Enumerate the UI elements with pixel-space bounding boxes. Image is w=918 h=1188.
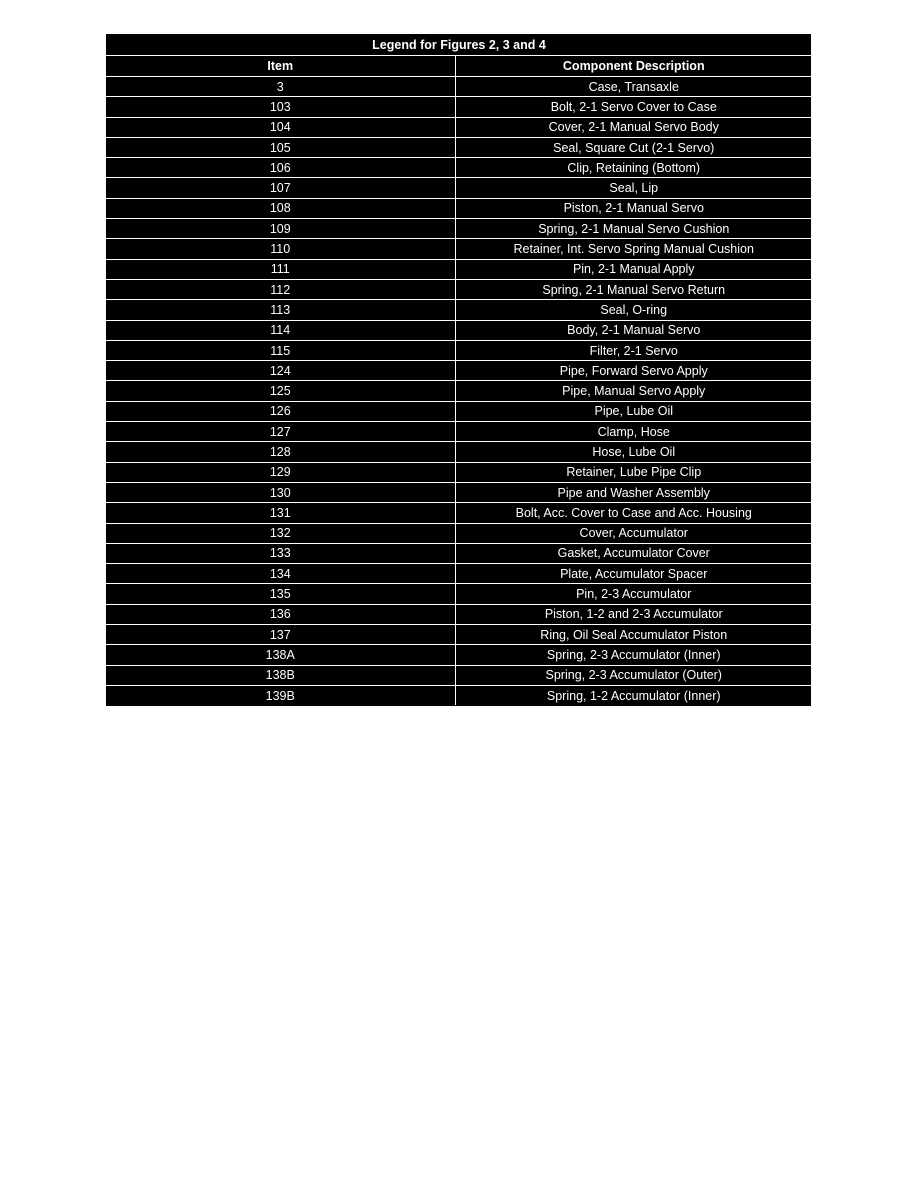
component-description: Pipe and Washer Assembly (455, 482, 812, 502)
component-description: Cover, Accumulator (455, 523, 812, 543)
component-description: Spring, 2-3 Accumulator (Outer) (455, 665, 812, 685)
item-number: 133 (106, 543, 455, 563)
item-number: 131 (106, 503, 455, 523)
item-column-header: Item (106, 56, 455, 77)
table-row (106, 178, 812, 198)
table-row (106, 77, 812, 97)
component-description: Retainer, Int. Servo Spring Manual Cushion (455, 239, 812, 259)
component-description: Pipe, Lube Oil (455, 401, 812, 421)
table-row (106, 361, 812, 381)
item-number: 124 (106, 361, 455, 381)
table-row (106, 564, 812, 584)
item-number: 106 (106, 158, 455, 178)
table-row (106, 503, 812, 523)
item-number: 112 (106, 279, 455, 299)
table-row (106, 645, 812, 665)
item-number: 137 (106, 625, 455, 645)
component-description: Spring, 2-1 Manual Servo Cushion (455, 219, 812, 239)
legend-table (106, 34, 812, 705)
table-row (106, 462, 812, 482)
item-number: 128 (106, 442, 455, 462)
item-number: 105 (106, 137, 455, 157)
table-row (106, 482, 812, 502)
component-description: Seal, Lip (455, 178, 812, 198)
column-header-row (106, 56, 812, 77)
item-number: 110 (106, 239, 455, 259)
table-row (106, 442, 812, 462)
component-description: Body, 2-1 Manual Servo (455, 320, 812, 340)
item-number: 127 (106, 422, 455, 442)
table-row (106, 401, 812, 421)
item-number: 138A (106, 645, 455, 665)
table-row (106, 685, 812, 705)
legend-title-row (106, 34, 812, 56)
item-number: 135 (106, 584, 455, 604)
item-number: 109 (106, 219, 455, 239)
legend-body (106, 77, 812, 706)
component-description: Spring, 2-3 Accumulator (Inner) (455, 645, 812, 665)
table-row (106, 584, 812, 604)
table-row (106, 239, 812, 259)
table-row (106, 665, 812, 685)
component-description: Spring, 2-1 Manual Servo Return (455, 279, 812, 299)
component-description: Clamp, Hose (455, 422, 812, 442)
component-description: Bolt, 2-1 Servo Cover to Case (455, 97, 812, 117)
table-row (106, 117, 812, 137)
item-number: 113 (106, 300, 455, 320)
component-description: Filter, 2-1 Servo (455, 340, 812, 360)
component-description: Clip, Retaining (Bottom) (455, 158, 812, 178)
table-row (106, 381, 812, 401)
component-description: Pipe, Manual Servo Apply (455, 381, 812, 401)
item-number: 104 (106, 117, 455, 137)
table-row (106, 543, 812, 563)
component-description: Cover, 2-1 Manual Servo Body (455, 117, 812, 137)
component-description: Spring, 1-2 Accumulator (Inner) (546, 688, 721, 703)
component-description: Pin, 2-1 Manual Apply (455, 259, 812, 279)
component-description: Pipe, Forward Servo Apply (455, 361, 812, 381)
table-row (106, 219, 812, 239)
item-number: 111 (106, 259, 455, 279)
table-row (106, 279, 812, 299)
component-description: Seal, O-ring (455, 300, 812, 320)
table-row (106, 625, 812, 645)
item-number: 125 (106, 381, 455, 401)
table-row (106, 97, 812, 117)
legend-title: Legend for Figures 2, 3 and 4 (106, 34, 812, 56)
item-number: 134 (106, 564, 455, 584)
item-number: 139B (106, 685, 455, 705)
component-description: Ring, Oil Seal Accumulator Piston (455, 625, 812, 645)
item-number: 130 (106, 482, 455, 502)
item-number: 126 (106, 401, 455, 421)
table-row (106, 259, 812, 279)
table-row (106, 604, 812, 624)
table-row (106, 523, 812, 543)
item-number: 132 (106, 523, 455, 543)
item-number: 103 (106, 97, 455, 117)
table-row (106, 198, 812, 218)
table-row (106, 137, 812, 157)
component-description: Gasket, Accumulator Cover (455, 543, 812, 563)
component-description: Hose, Lube Oil (455, 442, 812, 462)
component-description: Bolt, Acc. Cover to Case and Acc. Housing (455, 503, 812, 523)
legend-table-frame (105, 33, 812, 707)
item-number: 108 (106, 198, 455, 218)
component-description: Seal, Square Cut (2-1 Servo) (455, 137, 812, 157)
component-description: Piston, 1-2 and 2-3 Accumulator (455, 604, 812, 624)
component-description: Pin, 2-3 Accumulator (455, 584, 812, 604)
item-number: 107 (106, 178, 455, 198)
item-number: 138B (106, 665, 455, 685)
item-number: 115 (106, 340, 455, 360)
item-number: 136 (106, 604, 455, 624)
item-number: 114 (106, 320, 455, 340)
table-row (106, 158, 812, 178)
table-row (106, 340, 812, 360)
item-number: 3 (106, 77, 455, 97)
table-row (106, 320, 812, 340)
table-row (106, 300, 812, 320)
description-column-header: Component Description (455, 56, 812, 77)
component-description: Retainer, Lube Pipe Clip (455, 462, 812, 482)
component-description: Piston, 2-1 Manual Servo (455, 198, 812, 218)
component-description: Plate, Accumulator Spacer (455, 564, 812, 584)
component-description: Case, Transaxle (455, 77, 812, 97)
item-number: 129 (106, 462, 455, 482)
table-row (106, 422, 812, 442)
